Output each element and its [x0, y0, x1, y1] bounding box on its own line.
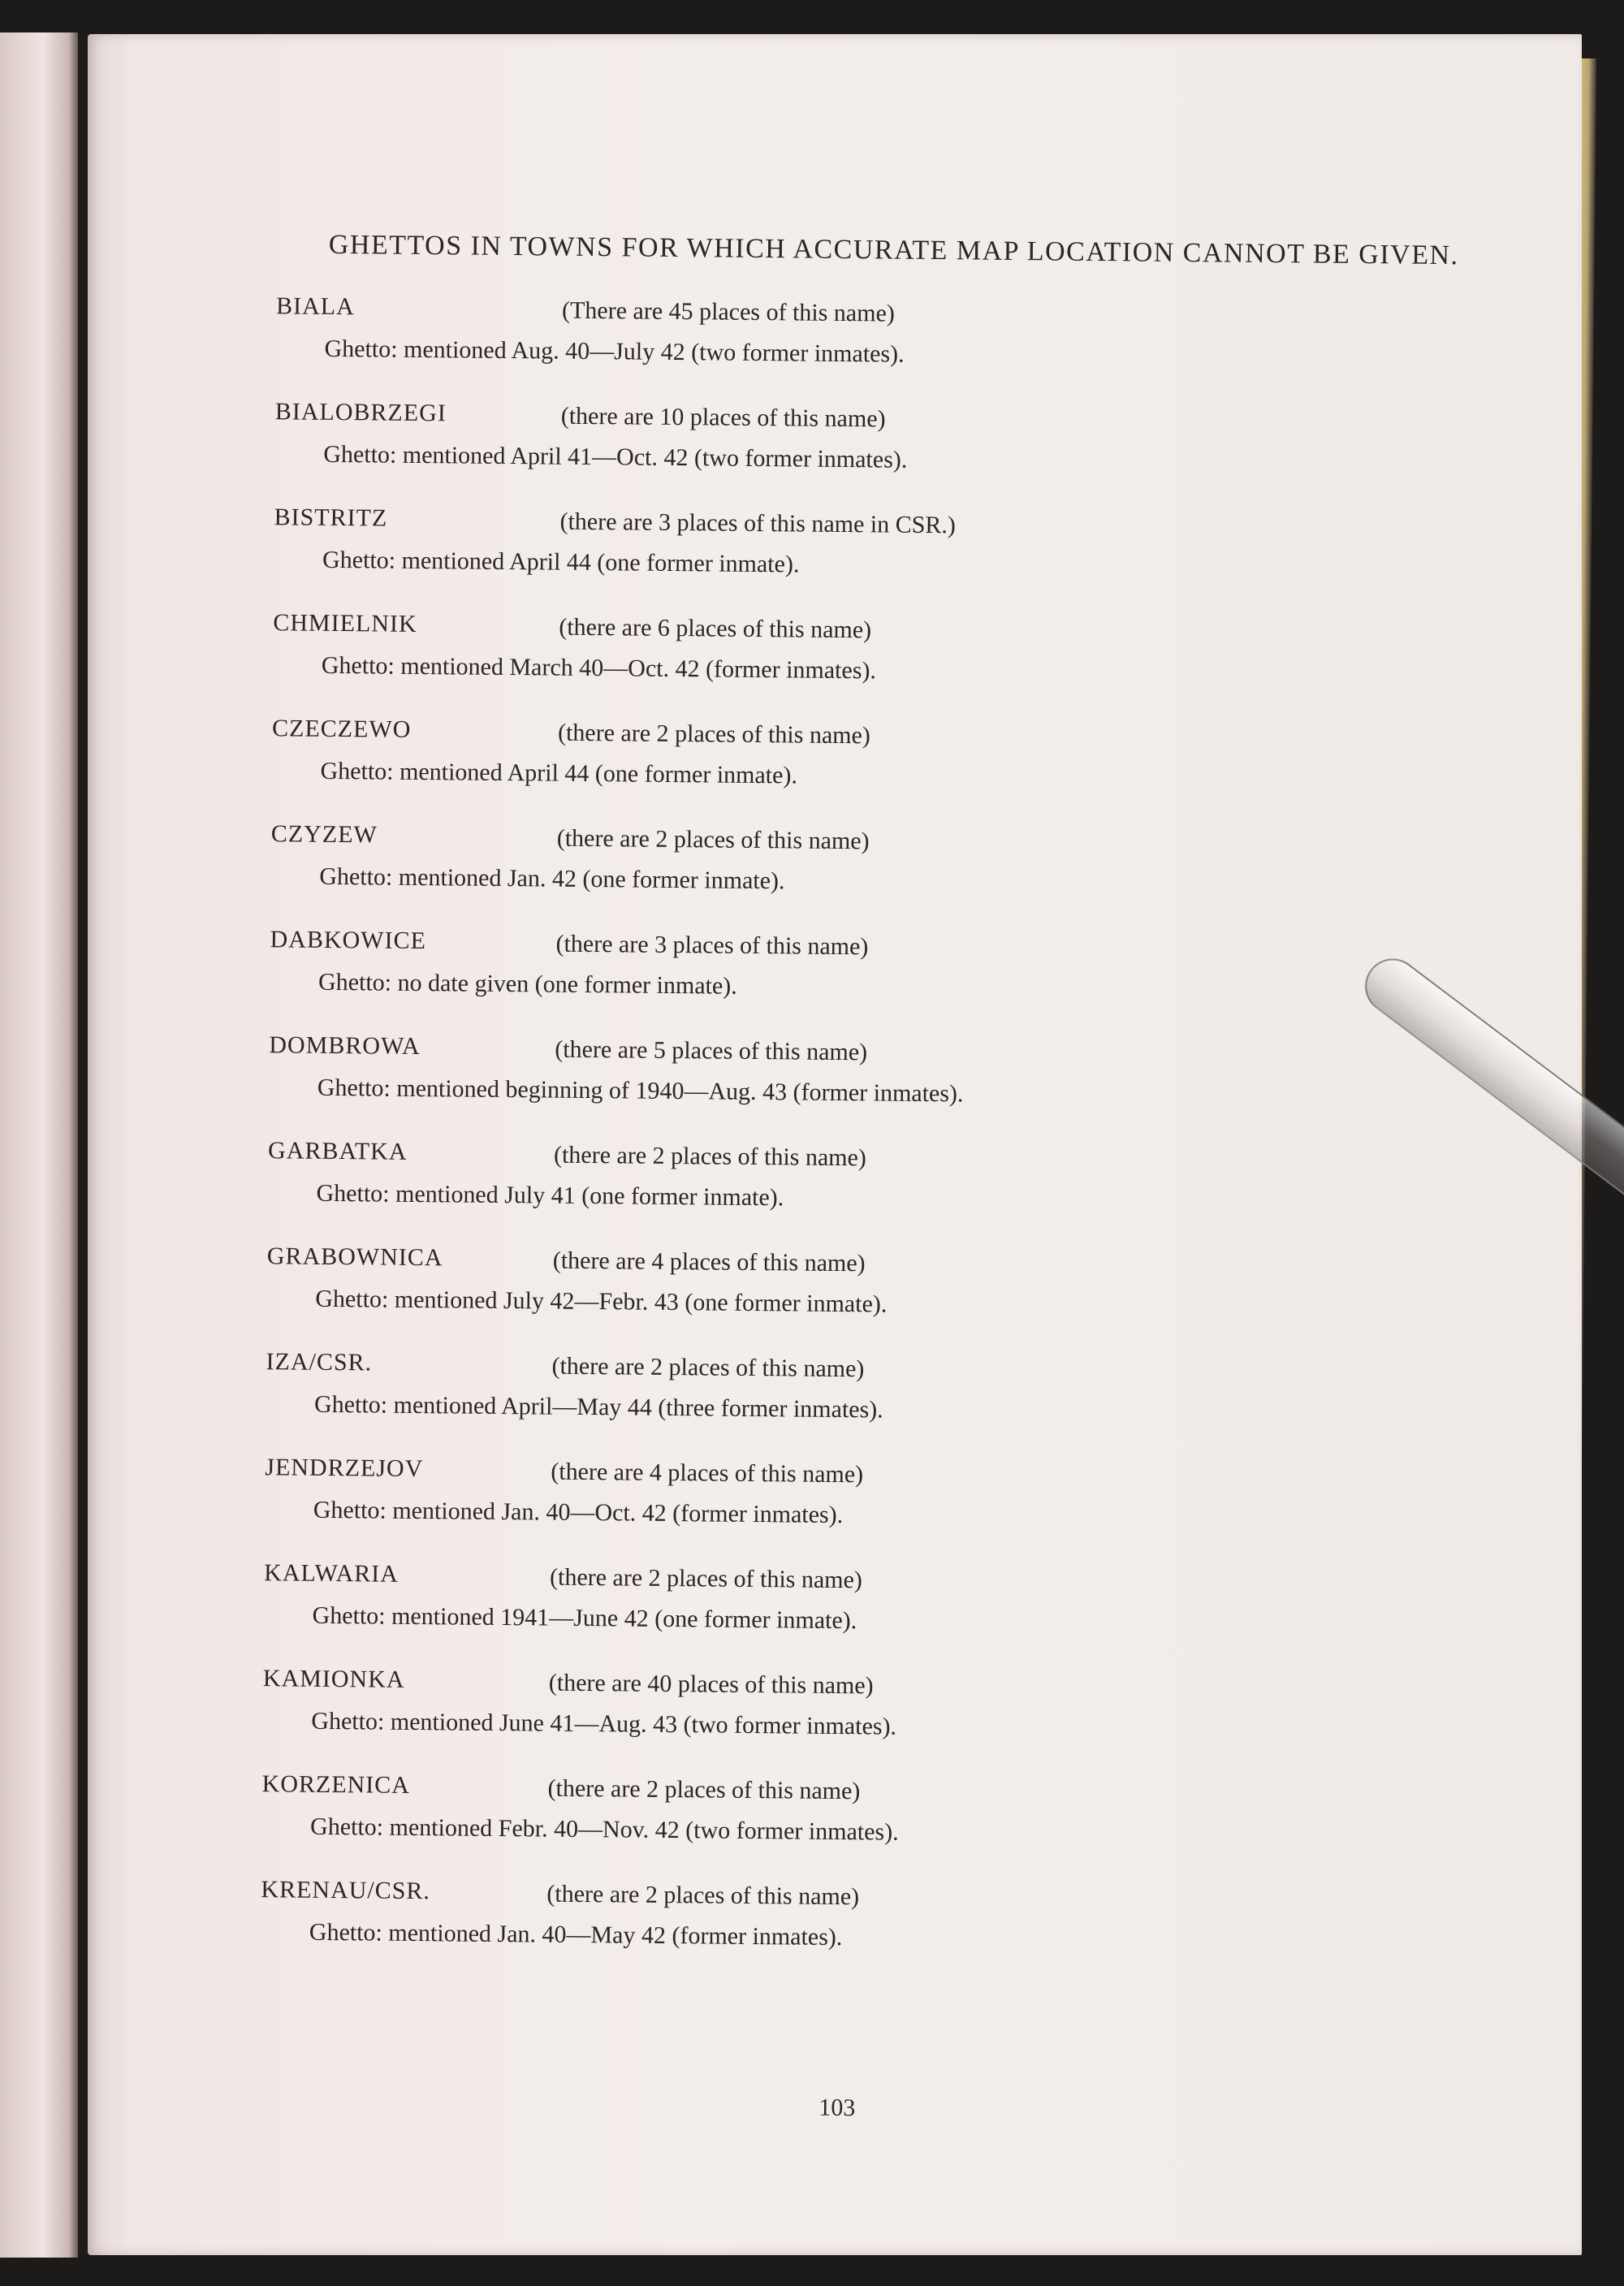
list-item	[244, 1242, 1446, 1359]
page-content	[237, 229, 1459, 2122]
list-item	[243, 1348, 1445, 1465]
town-name: KAMIONKA	[262, 1665, 405, 1693]
town-name: JENDRZEJOV	[265, 1454, 424, 1483]
town-note: (there are 2 places of this name)	[556, 824, 870, 855]
town-note: (there are 40 places of this name)	[548, 1669, 874, 1700]
town-note: (there are 4 places of this name)	[551, 1458, 864, 1489]
town-note: (there are 2 places of this name)	[557, 719, 871, 750]
page-heading: GHETTOS IN TOWNS FOR WHICH ACCURATE MAP LOCATION CANNOT BE GIVEN.	[328, 229, 1459, 271]
list-item	[252, 398, 1454, 515]
list-item	[239, 1770, 1441, 1887]
ghetto-detail: Ghetto: mentioned March 40—Oct. 42 (former inmates).	[321, 651, 877, 685]
town-note: (there are 4 places of this name)	[552, 1247, 866, 1277]
town-note: (there are 6 places of this name)	[559, 613, 872, 644]
town-name: CZYZEW	[270, 820, 378, 849]
list-item	[240, 1665, 1442, 1782]
town-note: (there are 2 places of this name)	[546, 1880, 860, 1911]
page-number: 103	[818, 2094, 856, 2122]
list-item	[253, 292, 1455, 409]
ghetto-detail: Ghetto: mentioned July 42—Febr. 43 (one former inmate).	[315, 1285, 888, 1318]
list-item	[241, 1454, 1444, 1571]
list-item	[237, 1876, 1440, 1993]
list-item	[244, 1137, 1447, 1254]
ghetto-detail: Ghetto: no date given (one former inmate).	[317, 968, 737, 1000]
town-name: DABKOWICE	[270, 926, 427, 955]
ghetto-detail: Ghetto: mentioned April—May 44 (three former inmates).	[313, 1390, 883, 1424]
town-name: DOMBROWA	[269, 1031, 421, 1061]
town-name: CZECZEWO	[271, 715, 412, 743]
list-item	[249, 609, 1452, 726]
ghetto-detail: Ghetto: mentioned July 41 (one former inmate).	[316, 1179, 784, 1212]
town-note: (there are 3 places of this name in CSR.)	[559, 508, 957, 539]
town-note: (there are 2 places of this name)	[549, 1563, 863, 1594]
town-name: BIALA	[275, 292, 355, 321]
town-name: BIALOBRZEGI	[274, 398, 447, 427]
ghetto-detail: Ghetto: mentioned April 44 (one former inmate).	[322, 546, 800, 578]
town-name: GARBATKA	[267, 1137, 408, 1165]
document-page	[88, 34, 1582, 2255]
town-name: IZA/CSR.	[266, 1348, 373, 1376]
ghetto-detail: Ghetto: mentioned April 41—Oct. 42 (two former inmates).	[323, 440, 908, 473]
facing-page-edge	[0, 32, 78, 2258]
town-note: (there are 2 places of this name)	[553, 1141, 867, 1172]
list-item	[247, 926, 1449, 1043]
town-name: KORZENICA	[261, 1770, 411, 1799]
town-name: KRENAU/CSR.	[261, 1876, 431, 1905]
list-item	[248, 715, 1451, 832]
town-note: (there are 5 places of this name)	[555, 1035, 868, 1066]
list-item	[245, 1031, 1448, 1148]
ghetto-detail: Ghetto: mentioned 1941—June 42 (one former inmate).	[312, 1601, 857, 1635]
town-note: (there are 10 places of this name)	[560, 402, 886, 433]
ghetto-detail: Ghetto: mentioned June 41—Aug. 43 (two former inmates).	[311, 1707, 897, 1740]
ghetto-detail: Ghetto: mentioned Jan. 42 (one former inmate).	[319, 862, 785, 895]
ghetto-detail: Ghetto: mentioned Febr. 40—Nov. 42 (two former inmates).	[309, 1813, 899, 1846]
ghetto-detail: Ghetto: mentioned Jan. 40—Oct. 42 (former inmates).	[313, 1496, 844, 1529]
town-name: KALWARIA	[263, 1559, 400, 1588]
ghetto-detail: Ghetto: mentioned April 44 (one former inmate).	[320, 757, 798, 789]
town-note: (there are 2 places of this name)	[551, 1352, 865, 1383]
town-note: (there are 3 places of this name)	[555, 930, 869, 961]
town-note: (There are 45 places of this name)	[561, 296, 896, 327]
ghetto-detail: Ghetto: mentioned beginning of 1940—Aug. 43 (former inmates).	[317, 1074, 964, 1108]
list-item	[248, 820, 1450, 937]
list-item	[240, 1559, 1443, 1676]
ghetto-detail: Ghetto: mentioned Jan. 40—May 42 (former inmates).	[309, 1918, 843, 1951]
town-note: (there are 2 places of this name)	[547, 1774, 861, 1805]
list-item	[251, 503, 1453, 620]
town-name: CHMIELNIK	[273, 609, 417, 637]
ghetto-detail: Ghetto: mentioned Aug. 40—July 42 (two former inmates).	[324, 335, 905, 368]
town-name: BISTRITZ	[274, 503, 388, 532]
town-name: GRABOWNICA	[266, 1242, 443, 1272]
